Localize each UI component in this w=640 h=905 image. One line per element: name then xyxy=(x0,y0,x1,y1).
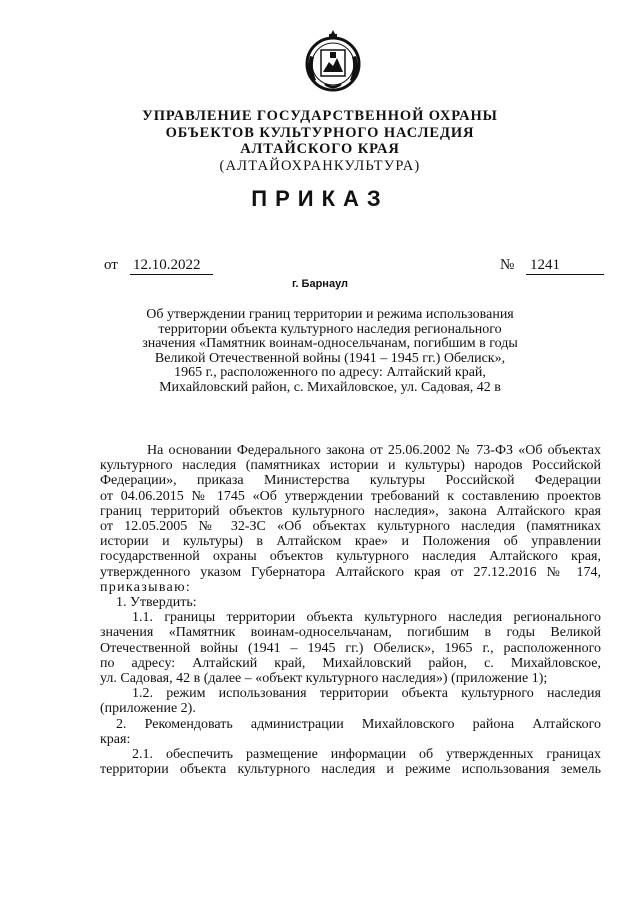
item-1-1-line: по адресу: Алтайский край, Михайловский район, с. Михайловское, xyxy=(100,655,601,671)
document-number: 1241 xyxy=(526,257,604,275)
subject-line: Великой Отечественной войны (1941 – 1945 гг.) Обелиск», xyxy=(154,350,506,366)
organization-header xyxy=(0,108,640,175)
subject-line: значения «Памятник воинам-односельчанам, погибшим в годы xyxy=(142,336,518,351)
document-subject xyxy=(130,308,530,395)
org-name-line-1: УПРАВЛЕНИЕ ГОСУДАРСТВЕННОЙ ОХРАНЫ xyxy=(142,108,498,124)
body-line: от 12.05.2005 № 32-ЗС «Об объектах культурного наследия (памятниках xyxy=(100,519,601,535)
body-line: государственной охраны объектов культурного наследия Алтайского края, xyxy=(100,549,601,565)
item-2-1-line: территории объекта культурного наследия и режиме использования земель xyxy=(100,762,601,778)
item-1-2-line: 1.2. режим использования территории объекта культурного наследия xyxy=(132,686,601,702)
item-1-1-line: значения «Памятник воинам-односельчанам, погибшим в годы Великой xyxy=(100,625,601,641)
item-2-line: 2. Рекомендовать администрации Михайловского района Алтайского xyxy=(116,716,601,732)
document-title: ПРИКАЗ xyxy=(251,186,389,211)
date-prefix: от xyxy=(104,257,118,273)
subject-line: 1965 г., расположенного по адресу: Алтайский край, xyxy=(174,365,486,380)
document-body xyxy=(100,443,601,777)
item-2-1-line: 2.1. обеспечить размещение информации об утвержденных границах xyxy=(132,747,601,763)
body-line: культурного наследия (памятниках истории и культуры) народов Российской xyxy=(100,458,601,474)
body-line: Федерации», приказа Министерства культуры Российской Федерации xyxy=(100,473,601,489)
subject-line: Михайловский район, с. Михайловское, ул. Садовая, 42 в xyxy=(159,379,501,395)
body-line: утвержденного указом Губернатора Алтайского края от 27.12.2016 № 174, xyxy=(100,564,601,580)
subject-line: Об утверждении границ территории и режима использования xyxy=(146,307,514,322)
body-line: истории и культуры) в Алтайском крае» и Положения об управлении xyxy=(100,534,601,550)
date-number-row xyxy=(104,257,604,279)
item-1: 1. Утвердить: xyxy=(116,595,197,611)
item-1-1-line: 1.1. границы территории объекта культурного наследия регионального xyxy=(132,610,601,626)
body-line: На основании Федерального закона от 25.06.2002 № 73-ФЗ «Об объектах xyxy=(147,443,601,458)
org-abbreviation: (АЛТАЙОХРАНКУЛЬТУРА) xyxy=(219,157,421,174)
subject-line: территории объекта культурного наследия регионального xyxy=(158,321,502,337)
org-name-line-2: ОБЪЕКТОВ КУЛЬТУРНОГО НАСЛЕДИЯ xyxy=(165,124,475,141)
body-line: границ территорий объектов культурного наследия», закона Алтайского края xyxy=(100,503,601,519)
item-1-1-line: Отечественной войны (1941 – 1945 гг.) Обелиск», 1965 г., расположенного xyxy=(100,640,601,656)
order-word: приказываю: xyxy=(100,579,192,595)
city-label: г. Барнаул xyxy=(291,278,349,290)
org-name-line-3: АЛТАЙСКОГО КРАЯ xyxy=(240,141,400,157)
body-line: от 04.06.2015 № 1745 «Об утверждении требований к составлению проектов xyxy=(100,488,601,504)
item-1-1-line: ул. Садовая, 42 в (далее – «объект культурного наследия») (приложение 1); xyxy=(100,671,548,687)
coat-of-arms-emblem-icon xyxy=(302,28,364,94)
document-date: 12.10.2022 xyxy=(130,257,213,275)
item-2-line: края: xyxy=(100,731,131,747)
item-1-2-line: (приложение 2). xyxy=(100,701,196,717)
number-sign: № xyxy=(500,257,515,273)
